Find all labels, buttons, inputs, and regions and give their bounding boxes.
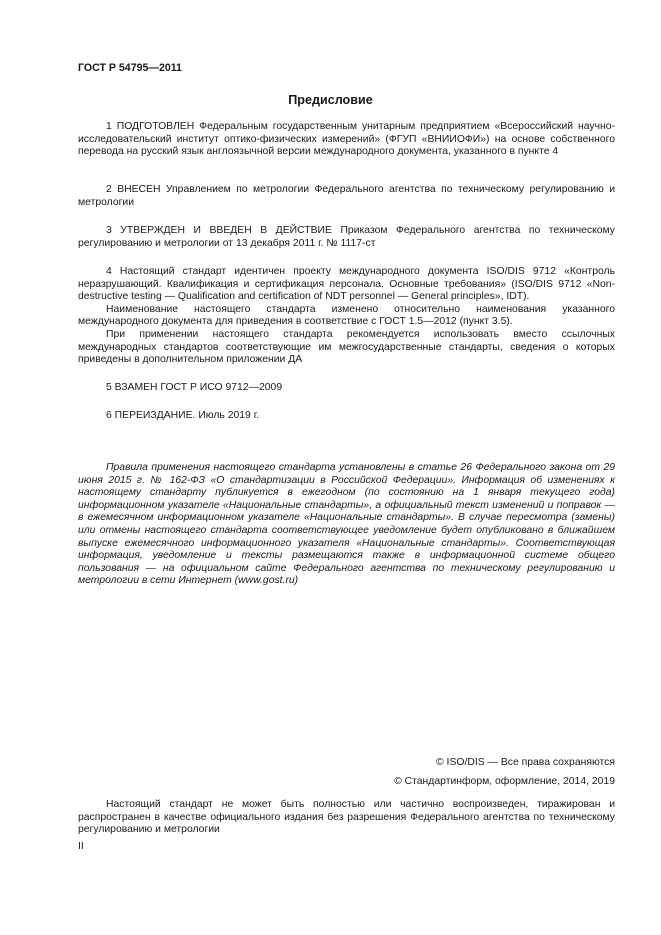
item-5-text: 5 ВЗАМЕН ГОСТ Р ИСО 9712—2009 (106, 382, 283, 393)
item-1 (78, 121, 615, 159)
item-4-paragraph-2: Наименование настоящего стандарта изменено относительно наименования указанного международного документа для приведения в соответствие с ГОСТ 1.5—2012 (пункт 3.5). (78, 303, 615, 328)
legal-notice-text: Правила применения настоящего стандарта установлены в статье 26 Федерального закона от 29 июня 2015 г. № 162-ФЗ «О стандартизации в Российской Федерации». Информация об изменениях к настоящему стандарту публикуется в ежегодном (по состоянию на 1 января текущего года) информационном указателе «Национальные стандарты», а официальный текст изменений и поправок — в ежемесячном информационном указателе «Национальные стандарты». В случае пересмотра (замены) или отмены настоящего стандарта соответствующее уведомление будет опубликовано в ближайшем выпуске ежемесячного информационного указателя «Национальные стандарты». Соответствующая информация, уведомление и тексты размещаются также в информационной системе общего пользования — на официальном сайте Федерального агентства по техническому регулированию и метрологии в сети Интернет (www.gost.ru) (78, 462, 615, 587)
item-5 (78, 382, 615, 395)
item-3 (78, 225, 615, 250)
reproduction-notice (78, 799, 615, 837)
item-3-text: 3 УТВЕРЖДЕН И ВВЕДЕН В ДЕЙСТВИЕ Приказом Федерального агентства по техническому регулированию и метрологии от 13 декабря 2011 г. № 1117-ст (78, 225, 615, 249)
document-code: ГОСТ Р 54795—2011 (78, 62, 182, 74)
item-4 (78, 266, 615, 367)
item-6 (78, 410, 615, 423)
item-6-text: 6 ПЕРЕИЗДАНИЕ. Июль 2019 г. (106, 410, 260, 421)
copyright-standartinform: © Стандартинформ, оформление, 2014, 2019 (394, 776, 615, 787)
item-1-text: 1 ПОДГОТОВЛЕН Федеральным государственным унитарным предприятием «Всероссийский научно-исследовательский институт оптико-физических измерений» (ФГУП «ВНИИОФИ») на основе собственного перевода на русский язык англоязычной версии международного документа, указанного в пункте 4 (78, 121, 615, 158)
copyright-iso: © ISO/DIS — Все права сохраняются (436, 757, 615, 768)
page-number: II (78, 841, 84, 852)
item-2-text: 2 ВНЕСЕН Управлением по метрологии Федерального агентства по техническому регулированию и метрологии (78, 184, 615, 208)
legal-notice (78, 462, 615, 588)
item-4-paragraph-3: При применении настоящего стандарта рекомендуется использовать вместо ссылочных международных стандартов соответствующие им межгосударственные стандарты, сведения о которых приведены в дополнительном приложении ДА (78, 328, 615, 366)
page-title: Предисловие (288, 93, 373, 107)
item-2 (78, 184, 615, 209)
reproduction-notice-text: Настоящий стандарт не может быть полностью или частично воспроизведен, тиражирован и распространен в качестве официального издания без разрешения Федерального агентства по техническому регулированию и метрологии (78, 799, 615, 836)
item-4-paragraph-1: 4 Настоящий стандарт идентичен проекту международного документа ISO/DIS 9712 «Контроль неразрушающий. Квалификация и сертификация персонала. Основные требования» (ISO/DIS 9712 «Non-destructive testing — Qualification and certification of NDT personnel — General principles», IDT). (78, 266, 615, 303)
